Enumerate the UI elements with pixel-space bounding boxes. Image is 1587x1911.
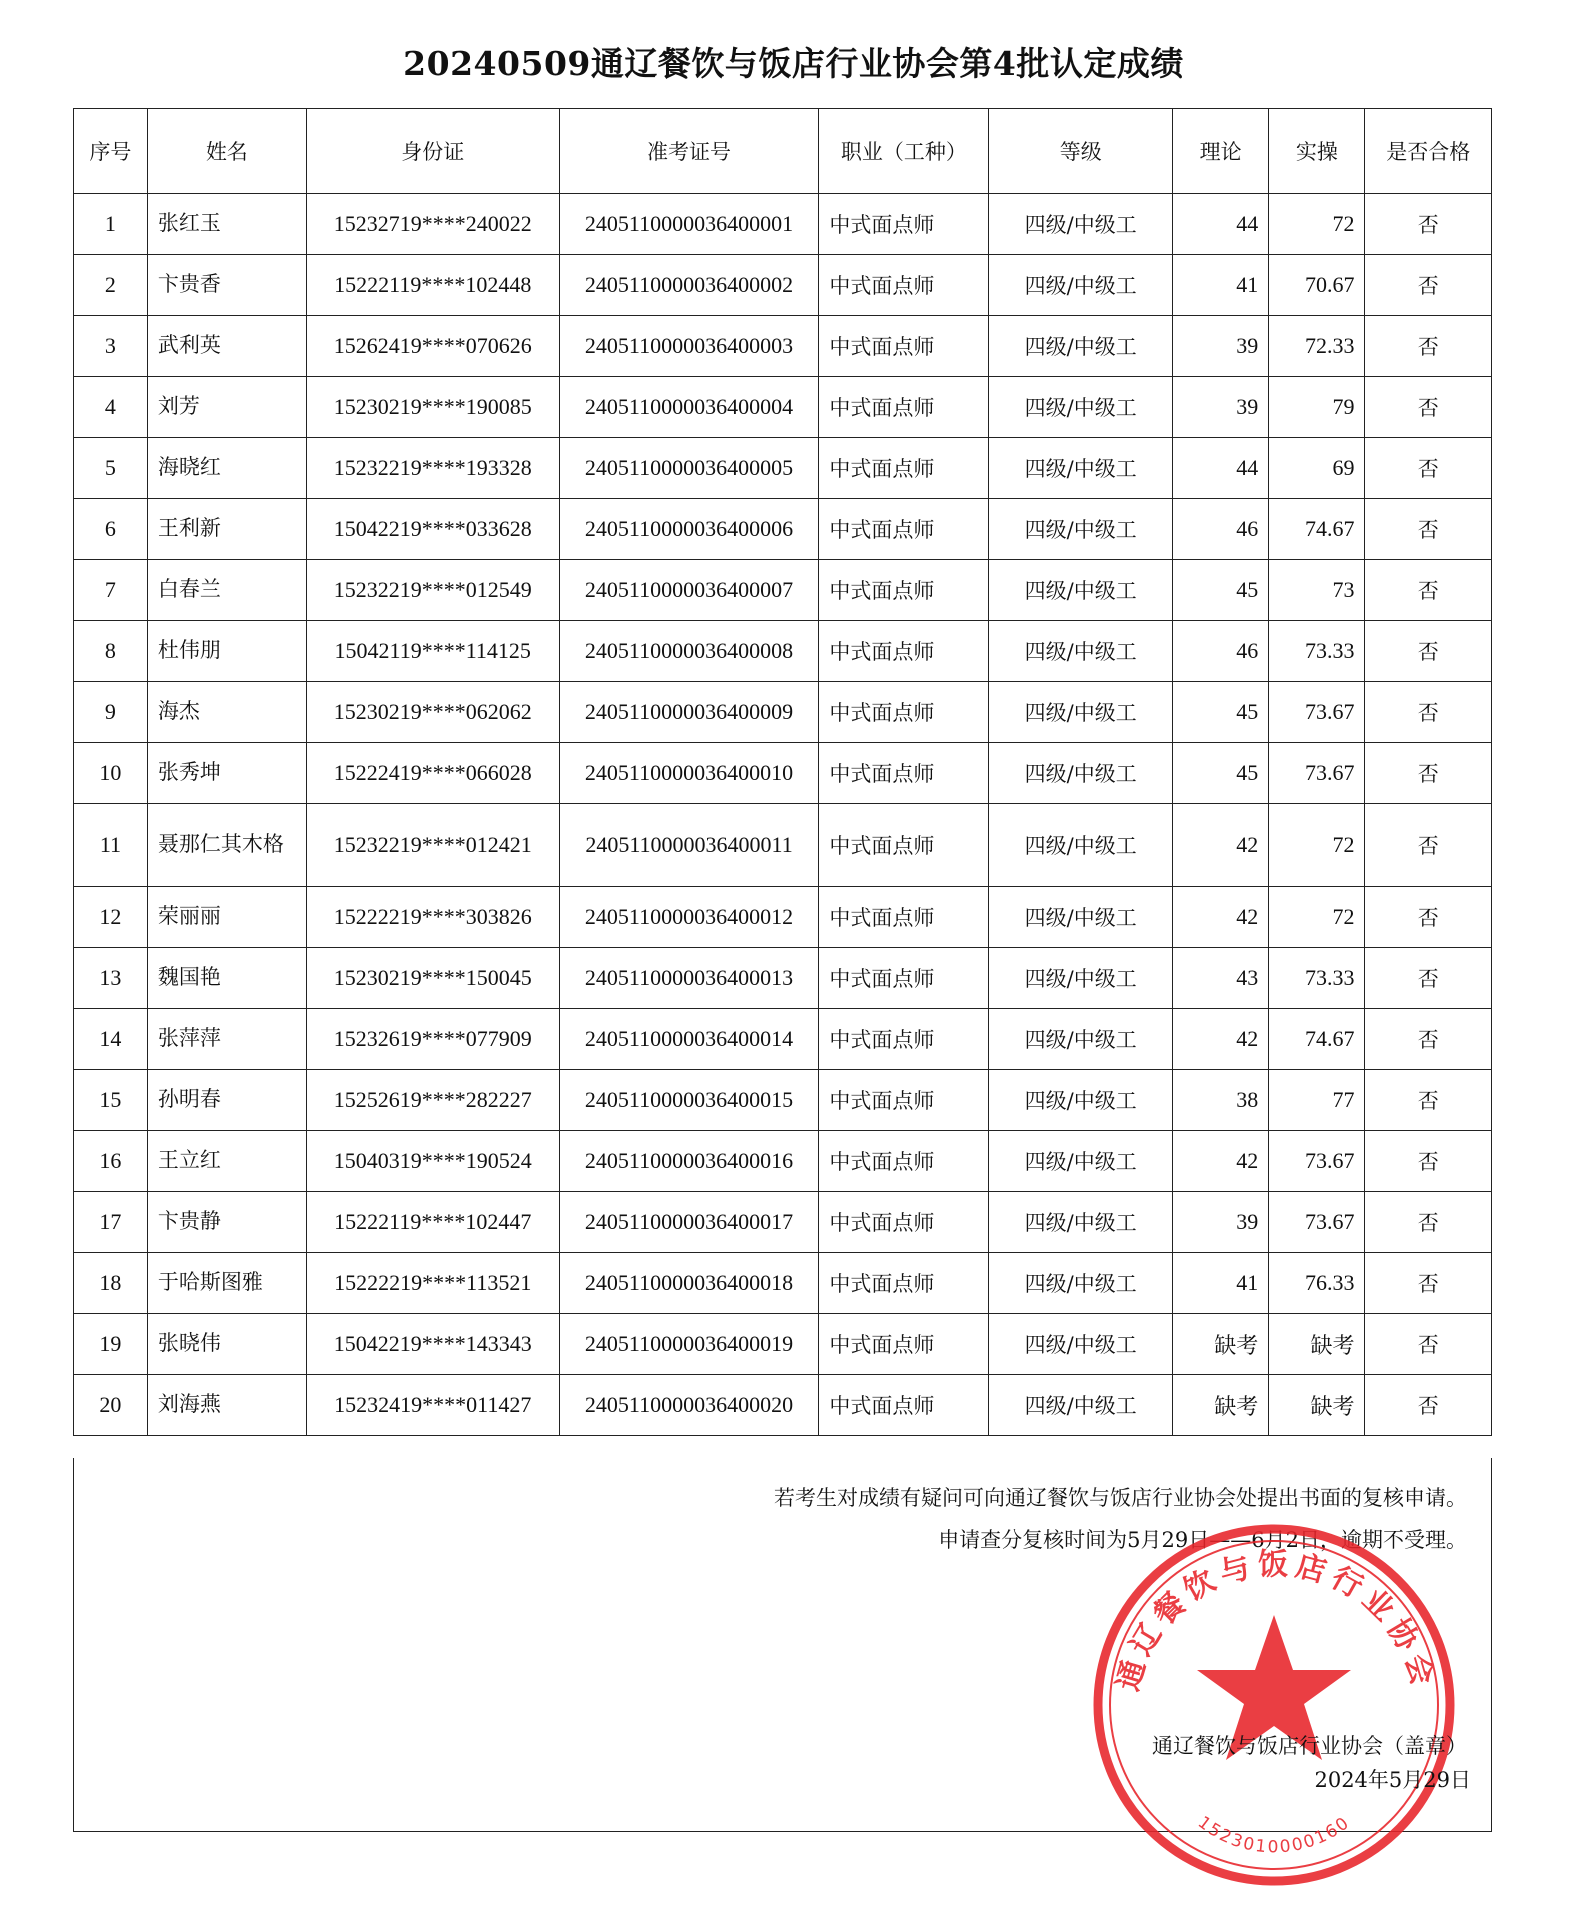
cell-id-card: 15232419****011427 (306, 1375, 559, 1436)
cell-occupation: 中式面点师 (819, 438, 989, 499)
cell-pass: 否 (1365, 1314, 1492, 1375)
table-row (74, 1253, 1492, 1314)
table-row (74, 1131, 1492, 1192)
cell-index: 4 (74, 377, 148, 438)
page-title: 20240509通辽餐饮与饭店行业协会第4批认定成绩 (403, 44, 1184, 83)
cell-theory: 46 (1172, 621, 1268, 682)
cell-practice: 72 (1269, 887, 1365, 948)
cell-level: 四级/中级工 (989, 621, 1173, 682)
results-table (73, 108, 1492, 1436)
cell-theory: 46 (1172, 499, 1268, 560)
cell-index: 1 (74, 194, 148, 255)
table-row (74, 1375, 1492, 1436)
cell-exam-number: 2405110000036400016 (559, 1131, 819, 1192)
cell-theory: 42 (1172, 804, 1268, 887)
cell-index: 7 (74, 560, 148, 621)
cell-index: 10 (74, 743, 148, 804)
table-row (74, 804, 1492, 887)
cell-pass: 否 (1365, 194, 1492, 255)
cell-exam-number: 2405110000036400005 (559, 438, 819, 499)
cell-level: 四级/中级工 (989, 1070, 1173, 1131)
cell-level: 四级/中级工 (989, 194, 1173, 255)
cell-practice: 72.33 (1269, 316, 1365, 377)
cell-exam-number: 2405110000036400018 (559, 1253, 819, 1314)
cell-theory: 44 (1172, 438, 1268, 499)
official-seal (1080, 1520, 1468, 1890)
header-pass: 是否合格 (1365, 109, 1492, 194)
cell-name: 海杰 (147, 682, 306, 743)
cell-index: 16 (74, 1131, 148, 1192)
cell-name: 白春兰 (147, 560, 306, 621)
cell-id-card: 15232219****193328 (306, 438, 559, 499)
cell-exam-number: 2405110000036400010 (559, 743, 819, 804)
cell-name: 海晓红 (147, 438, 306, 499)
cell-pass: 否 (1365, 682, 1492, 743)
cell-exam-number: 2405110000036400003 (559, 316, 819, 377)
cell-level: 四级/中级工 (989, 1375, 1173, 1436)
cell-name: 卞贵静 (147, 1192, 306, 1253)
cell-occupation: 中式面点师 (819, 1192, 989, 1253)
cell-index: 8 (74, 621, 148, 682)
cell-exam-number: 2405110000036400006 (559, 499, 819, 560)
cell-id-card: 15042119****114125 (306, 621, 559, 682)
cell-practice: 77 (1269, 1070, 1365, 1131)
cell-practice: 缺考 (1269, 1314, 1365, 1375)
cell-name: 刘海燕 (147, 1375, 306, 1436)
cell-occupation: 中式面点师 (819, 743, 989, 804)
cell-occupation: 中式面点师 (819, 560, 989, 621)
cell-index: 18 (74, 1253, 148, 1314)
cell-pass: 否 (1365, 499, 1492, 560)
table-row (74, 948, 1492, 1009)
cell-level: 四级/中级工 (989, 316, 1173, 377)
cell-level: 四级/中级工 (989, 1131, 1173, 1192)
cell-id-card: 15230219****190085 (306, 377, 559, 438)
cell-theory: 44 (1172, 194, 1268, 255)
cell-id-card: 15252619****282227 (306, 1070, 559, 1131)
table-row (74, 560, 1492, 621)
cell-pass: 否 (1365, 377, 1492, 438)
cell-level: 四级/中级工 (989, 887, 1173, 948)
cell-level: 四级/中级工 (989, 804, 1173, 887)
cell-level: 四级/中级工 (989, 377, 1173, 438)
cell-exam-number: 2405110000036400019 (559, 1314, 819, 1375)
cell-occupation: 中式面点师 (819, 1009, 989, 1070)
cell-theory: 45 (1172, 682, 1268, 743)
cell-theory: 38 (1172, 1070, 1268, 1131)
cell-name: 武利英 (147, 316, 306, 377)
cell-theory: 41 (1172, 255, 1268, 316)
table-row (74, 377, 1492, 438)
cell-theory: 45 (1172, 560, 1268, 621)
cell-theory: 39 (1172, 316, 1268, 377)
cell-exam-number: 2405110000036400004 (559, 377, 819, 438)
cell-level: 四级/中级工 (989, 948, 1173, 1009)
header-id-card: 身份证 (306, 109, 559, 194)
cell-name: 聂那仁其木格 (147, 804, 306, 887)
cell-occupation: 中式面点师 (819, 499, 989, 560)
cell-pass: 否 (1365, 316, 1492, 377)
cell-exam-number: 2405110000036400017 (559, 1192, 819, 1253)
header-index: 序号 (74, 109, 148, 194)
seal-code: 1523010000160 (1193, 1812, 1355, 1858)
cell-index: 19 (74, 1314, 148, 1375)
cell-occupation: 中式面点师 (819, 682, 989, 743)
cell-name: 魏国艳 (147, 948, 306, 1009)
cell-level: 四级/中级工 (989, 1314, 1173, 1375)
cell-occupation: 中式面点师 (819, 621, 989, 682)
cell-theory: 42 (1172, 1009, 1268, 1070)
cell-pass: 否 (1365, 948, 1492, 1009)
cell-exam-number: 2405110000036400014 (559, 1009, 819, 1070)
cell-pass: 否 (1365, 743, 1492, 804)
cell-theory: 42 (1172, 887, 1268, 948)
cell-name: 张秀坤 (147, 743, 306, 804)
cell-exam-number: 2405110000036400009 (559, 682, 819, 743)
cell-index: 14 (74, 1009, 148, 1070)
cell-id-card: 15040319****190524 (306, 1131, 559, 1192)
header-exam-number: 准考证号 (559, 109, 819, 194)
appeal-note: 若考生对成绩有疑问可向通辽餐饮与饭店行业协会处提出书面的复核申请。 (774, 1486, 1467, 1510)
cell-id-card: 15232719****240022 (306, 194, 559, 255)
cell-theory: 39 (1172, 1192, 1268, 1253)
cell-pass: 否 (1365, 1070, 1492, 1131)
header-theory: 理论 (1172, 109, 1268, 194)
cell-index: 17 (74, 1192, 148, 1253)
table-row (74, 887, 1492, 948)
cell-id-card: 15222219****303826 (306, 887, 559, 948)
cell-theory: 42 (1172, 1131, 1268, 1192)
cell-index: 6 (74, 499, 148, 560)
table-row (74, 194, 1492, 255)
cell-practice: 73.33 (1269, 948, 1365, 1009)
cell-level: 四级/中级工 (989, 1009, 1173, 1070)
cell-practice: 74.67 (1269, 1009, 1365, 1070)
cell-index: 3 (74, 316, 148, 377)
cell-occupation: 中式面点师 (819, 377, 989, 438)
cell-index: 12 (74, 887, 148, 948)
cell-name: 刘芳 (147, 377, 306, 438)
cell-theory: 39 (1172, 377, 1268, 438)
cell-practice: 69 (1269, 438, 1365, 499)
table-row (74, 255, 1492, 316)
table-row (74, 743, 1492, 804)
header-name: 姓名 (147, 109, 306, 194)
cell-id-card: 15230219****150045 (306, 948, 559, 1009)
cell-occupation: 中式面点师 (819, 1375, 989, 1436)
seal-ring-text: 通辽餐饮与饭店行业协会 (1110, 1547, 1442, 1695)
issue-date: 2024年5月29日 (1314, 1768, 1471, 1792)
cell-pass: 否 (1365, 1192, 1492, 1253)
cell-id-card: 15042219****033628 (306, 499, 559, 560)
header-practice: 实操 (1269, 109, 1365, 194)
cell-practice: 73 (1269, 560, 1365, 621)
cell-occupation: 中式面点师 (819, 1131, 989, 1192)
table-row (74, 438, 1492, 499)
cell-index: 5 (74, 438, 148, 499)
cell-name: 张萍萍 (147, 1009, 306, 1070)
cell-level: 四级/中级工 (989, 499, 1173, 560)
cell-practice: 76.33 (1269, 1253, 1365, 1314)
cell-pass: 否 (1365, 1253, 1492, 1314)
cell-theory: 45 (1172, 743, 1268, 804)
header-occupation: 职业（工种） (819, 109, 989, 194)
cell-exam-number: 2405110000036400012 (559, 887, 819, 948)
cell-exam-number: 2405110000036400015 (559, 1070, 819, 1131)
cell-occupation: 中式面点师 (819, 1314, 989, 1375)
cell-name: 于哈斯图雅 (147, 1253, 306, 1314)
cell-pass: 否 (1365, 1009, 1492, 1070)
header-level: 等级 (989, 109, 1173, 194)
table-row (74, 499, 1492, 560)
cell-exam-number: 2405110000036400008 (559, 621, 819, 682)
cell-practice: 74.67 (1269, 499, 1365, 560)
cell-theory: 缺考 (1172, 1314, 1268, 1375)
table-row (74, 1314, 1492, 1375)
cell-practice: 缺考 (1269, 1375, 1365, 1436)
cell-level: 四级/中级工 (989, 255, 1173, 316)
cell-occupation: 中式面点师 (819, 194, 989, 255)
cell-name: 张晓伟 (147, 1314, 306, 1375)
cell-level: 四级/中级工 (989, 1253, 1173, 1314)
cell-occupation: 中式面点师 (819, 1253, 989, 1314)
cell-id-card: 15262419****070626 (306, 316, 559, 377)
cell-practice: 73.33 (1269, 621, 1365, 682)
cell-practice: 79 (1269, 377, 1365, 438)
cell-occupation: 中式面点师 (819, 948, 989, 1009)
cell-pass: 否 (1365, 621, 1492, 682)
table-row (74, 682, 1492, 743)
cell-index: 9 (74, 682, 148, 743)
svg-text:1523010000160 (1194, 1813, 1354, 1858)
table-row (74, 1070, 1492, 1131)
cell-name: 荣丽丽 (147, 887, 306, 948)
cell-id-card: 15232219****012421 (306, 804, 559, 887)
cell-theory: 41 (1172, 1253, 1268, 1314)
cell-id-card: 15042219****143343 (306, 1314, 559, 1375)
cell-pass: 否 (1365, 1131, 1492, 1192)
cell-id-card: 15222219****113521 (306, 1253, 559, 1314)
cell-index: 2 (74, 255, 148, 316)
cell-pass: 否 (1365, 438, 1492, 499)
cell-exam-number: 2405110000036400002 (559, 255, 819, 316)
cell-pass: 否 (1365, 887, 1492, 948)
cell-level: 四级/中级工 (989, 438, 1173, 499)
cell-id-card: 15230219****062062 (306, 682, 559, 743)
cell-id-card: 15232619****077909 (306, 1009, 559, 1070)
cell-occupation: 中式面点师 (819, 1070, 989, 1131)
cell-name: 王立红 (147, 1131, 306, 1192)
cell-name: 杜伟朋 (147, 621, 306, 682)
cell-index: 20 (74, 1375, 148, 1436)
cell-level: 四级/中级工 (989, 1192, 1173, 1253)
table-row (74, 316, 1492, 377)
cell-id-card: 15222419****066028 (306, 743, 559, 804)
cell-practice: 72 (1269, 804, 1365, 887)
cell-theory: 43 (1172, 948, 1268, 1009)
cell-practice: 73.67 (1269, 1192, 1365, 1253)
cell-exam-number: 2405110000036400007 (559, 560, 819, 621)
cell-exam-number: 2405110000036400013 (559, 948, 819, 1009)
cell-exam-number: 2405110000036400011 (559, 804, 819, 887)
cell-practice: 70.67 (1269, 255, 1365, 316)
cell-level: 四级/中级工 (989, 743, 1173, 804)
cell-pass: 否 (1365, 255, 1492, 316)
cell-occupation: 中式面点师 (819, 316, 989, 377)
cell-index: 13 (74, 948, 148, 1009)
cell-occupation: 中式面点师 (819, 255, 989, 316)
cell-level: 四级/中级工 (989, 682, 1173, 743)
cell-pass: 否 (1365, 804, 1492, 887)
cell-pass: 否 (1365, 560, 1492, 621)
cell-practice: 73.67 (1269, 1131, 1365, 1192)
cell-theory: 缺考 (1172, 1375, 1268, 1436)
cell-index: 11 (74, 804, 148, 887)
cell-id-card: 15222119****102447 (306, 1192, 559, 1253)
cell-name: 卞贵香 (147, 255, 306, 316)
cell-id-card: 15222119****102448 (306, 255, 559, 316)
cell-occupation: 中式面点师 (819, 804, 989, 887)
cell-practice: 73.67 (1269, 682, 1365, 743)
cell-level: 四级/中级工 (989, 560, 1173, 621)
table-row (74, 1192, 1492, 1253)
cell-index: 15 (74, 1070, 148, 1131)
cell-occupation: 中式面点师 (819, 887, 989, 948)
table-header-row (74, 109, 1492, 194)
issuer-signature: 通辽餐饮与饭店行业协会（盖章） (1152, 1734, 1467, 1758)
cell-exam-number: 2405110000036400020 (559, 1375, 819, 1436)
cell-name: 孙明春 (147, 1070, 306, 1131)
cell-pass: 否 (1365, 1375, 1492, 1436)
table-row (74, 1009, 1492, 1070)
cell-exam-number: 2405110000036400001 (559, 194, 819, 255)
cell-name: 张红玉 (147, 194, 306, 255)
appeal-period-note: 申请查分复核时间为5月29日——6月2日，逾期不受理。 (938, 1528, 1467, 1552)
cell-practice: 73.67 (1269, 743, 1365, 804)
cell-name: 王利新 (147, 499, 306, 560)
table-row (74, 621, 1492, 682)
cell-practice: 72 (1269, 194, 1365, 255)
cell-id-card: 15232219****012549 (306, 560, 559, 621)
